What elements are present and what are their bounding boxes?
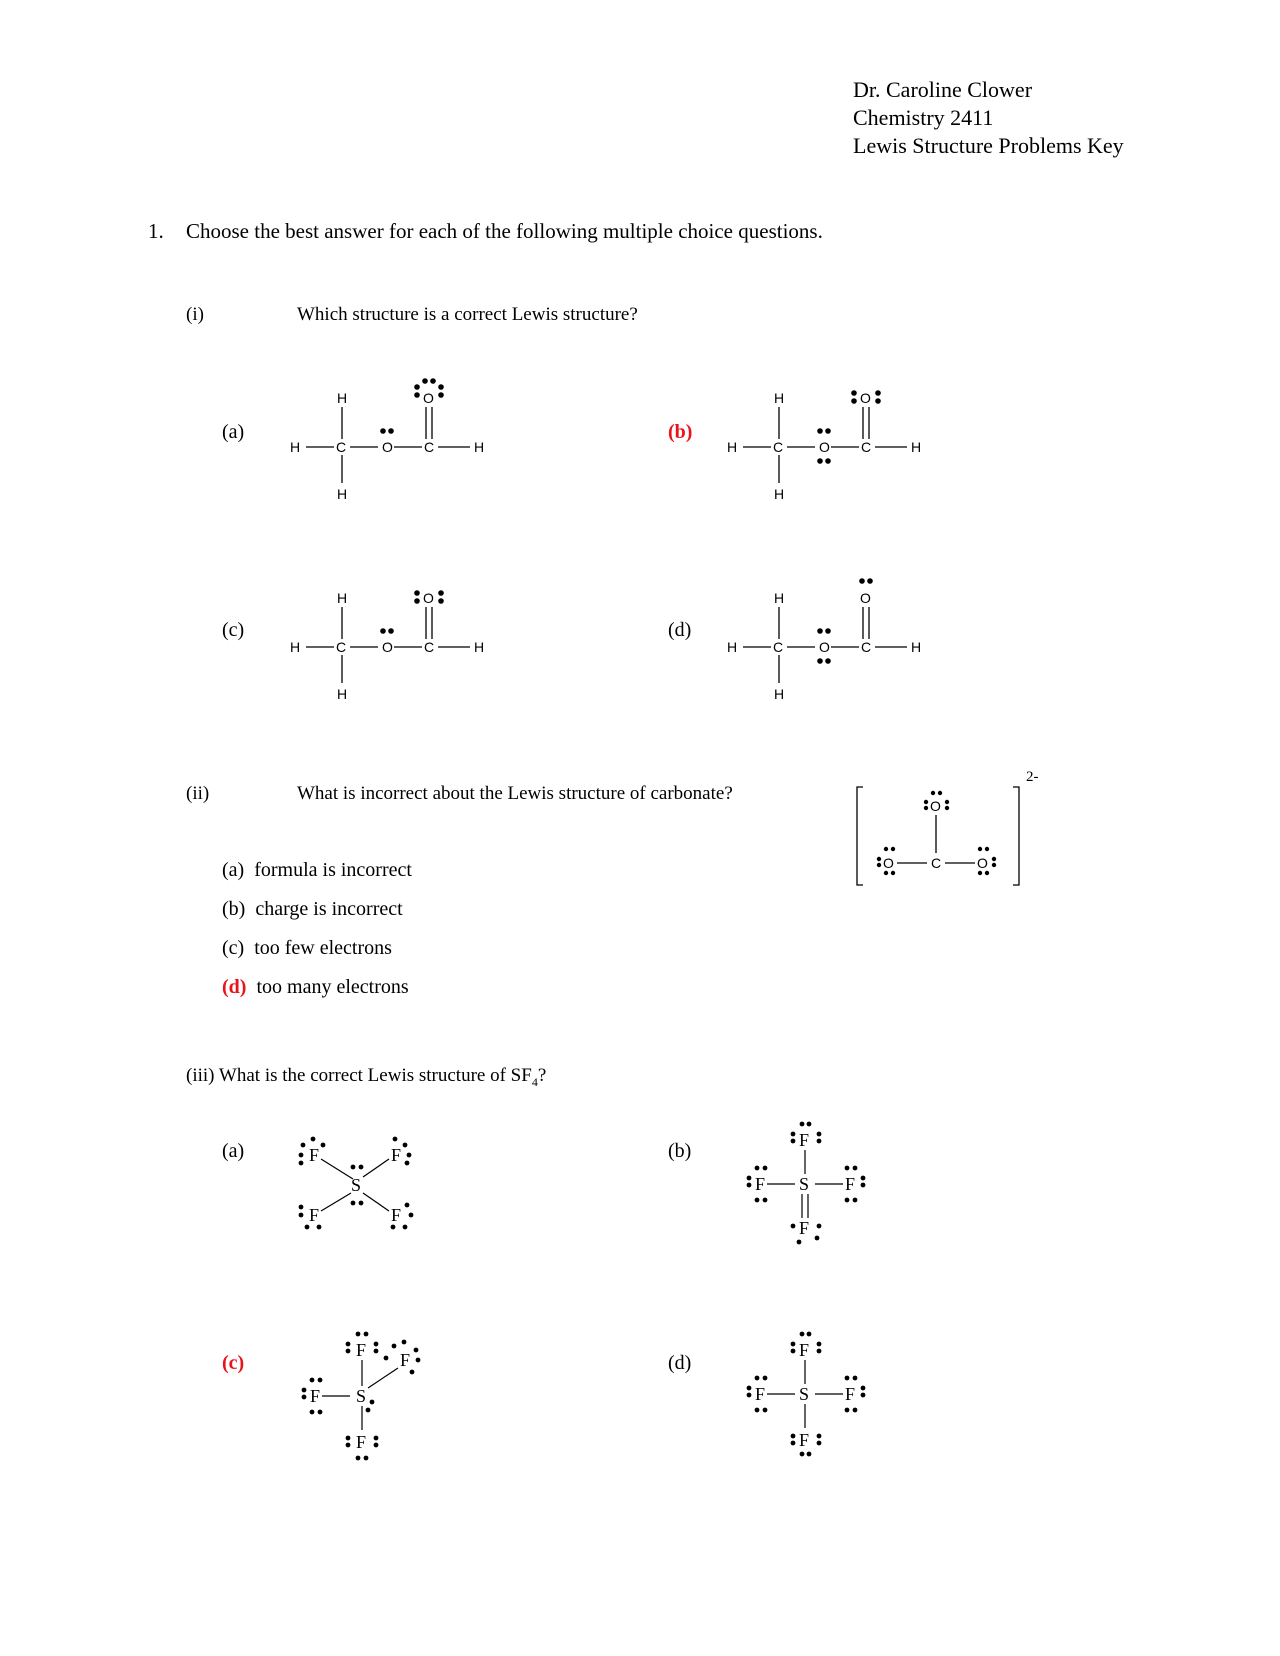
part-i-option-d: (d) <box>668 619 692 641</box>
part-ii-question: What is incorrect about the Lewis structure of carbonate? <box>297 783 733 804</box>
part-iii-question <box>186 1065 546 1090</box>
svg-text:O: O <box>423 390 434 406</box>
svg-text:F: F <box>391 1205 402 1225</box>
svg-text:H: H <box>774 686 785 702</box>
svg-text:S: S <box>356 1386 367 1406</box>
svg-text:F: F <box>799 1218 810 1238</box>
svg-text:O: O <box>819 439 830 455</box>
choice-text: formula is incorrect <box>254 859 412 881</box>
sf4-structure-d <box>745 1330 885 1460</box>
svg-text:C: C <box>773 439 784 455</box>
svg-text:H: H <box>727 439 738 455</box>
svg-text:O: O <box>382 639 393 655</box>
part-i-option-b-correct: (b) <box>668 421 693 443</box>
svg-text:F: F <box>310 1386 321 1406</box>
svg-text:F: F <box>799 1130 810 1150</box>
svg-text:H: H <box>774 486 785 502</box>
structure-i-b <box>727 385 947 505</box>
svg-text:F: F <box>799 1340 810 1360</box>
svg-text:F: F <box>845 1174 856 1194</box>
svg-text:F: F <box>356 1340 367 1360</box>
svg-text:C: C <box>861 439 872 455</box>
svg-text:H: H <box>911 639 922 655</box>
svg-text:O: O <box>423 590 434 606</box>
svg-text:H: H <box>727 639 738 655</box>
svg-text:F: F <box>799 1430 810 1450</box>
part-ii-choice-b <box>222 898 403 921</box>
question-number: 1. <box>148 219 164 243</box>
svg-text:H: H <box>290 639 301 655</box>
svg-text:S: S <box>799 1174 810 1194</box>
svg-text:C: C <box>424 439 435 455</box>
svg-text:H: H <box>337 590 348 606</box>
svg-text:C: C <box>336 439 347 455</box>
svg-text:O: O <box>860 590 871 606</box>
part-i-question: Which structure is a correct Lewis structure? <box>297 304 638 325</box>
svg-text:C: C <box>931 855 942 871</box>
part-iii-label: (iii) <box>186 1065 215 1086</box>
carbonate-structure <box>855 775 1035 895</box>
question-prompt: Choose the best answer for each of the following multiple choice questions. <box>186 219 823 243</box>
svg-text:F: F <box>400 1350 411 1370</box>
choice-letter: (b) <box>222 898 246 920</box>
part-ii-choice-c <box>222 937 392 960</box>
part-ii-choice-d-correct <box>222 976 409 999</box>
svg-text:H: H <box>474 639 485 655</box>
part-iii-question-text: What is the correct Lewis structure of SF <box>218 1065 532 1086</box>
svg-text:O: O <box>977 855 988 871</box>
course-name: Chemistry 2411 <box>853 105 994 130</box>
svg-text:O: O <box>382 439 393 455</box>
svg-text:O: O <box>883 855 894 871</box>
svg-text:O: O <box>930 798 941 814</box>
svg-text:F: F <box>845 1384 856 1404</box>
svg-text:C: C <box>424 639 435 655</box>
part-iii-option-b: (b) <box>668 1140 692 1162</box>
svg-text:F: F <box>309 1145 320 1165</box>
svg-text:F: F <box>309 1205 320 1225</box>
svg-text:H: H <box>290 439 301 455</box>
svg-text:H: H <box>774 390 785 406</box>
header-block <box>853 76 1124 160</box>
svg-text:C: C <box>336 639 347 655</box>
document-title: Lewis Structure Problems Key <box>853 133 1124 158</box>
part-iii-subscript: 4 <box>531 1074 538 1089</box>
part-ii-label: (ii) <box>186 783 210 804</box>
svg-text:H: H <box>337 486 348 502</box>
choice-text: too many electrons <box>256 976 409 998</box>
carbonate-charge: 2- <box>1026 769 1039 785</box>
sf4-structure-b <box>745 1120 885 1250</box>
part-i-option-c: (c) <box>222 619 245 641</box>
svg-text:H: H <box>774 590 785 606</box>
sf4-structure-a <box>295 1135 435 1245</box>
svg-text:H: H <box>337 390 348 406</box>
structure-i-c <box>290 585 510 705</box>
part-iii-option-d: (d) <box>668 1352 692 1374</box>
svg-text:H: H <box>474 439 485 455</box>
author-name: Dr. Caroline Clower <box>853 77 1033 102</box>
sf4-structure-c <box>298 1330 448 1470</box>
svg-text:F: F <box>356 1432 367 1452</box>
structure-i-a <box>290 385 510 505</box>
part-iii-question-end: ? <box>537 1065 547 1086</box>
part-i-label: (i) <box>186 304 204 325</box>
svg-text:O: O <box>860 390 871 406</box>
svg-text:H: H <box>337 686 348 702</box>
part-ii-choice-a <box>222 859 412 882</box>
svg-text:F: F <box>755 1384 766 1404</box>
choice-text: too few electrons <box>254 937 392 959</box>
part-iii-option-a: (a) <box>222 1140 245 1162</box>
part-iii-option-c-correct: (c) <box>222 1352 245 1374</box>
choice-letter: (a) <box>222 859 245 881</box>
svg-text:O: O <box>819 639 830 655</box>
svg-text:C: C <box>861 639 872 655</box>
choice-letter: (d) <box>222 976 247 998</box>
structure-i-d <box>727 585 947 705</box>
choice-letter: (c) <box>222 937 245 959</box>
svg-text:F: F <box>755 1174 766 1194</box>
svg-text:S: S <box>351 1175 362 1195</box>
svg-text:F: F <box>391 1145 402 1165</box>
choice-text: charge is incorrect <box>255 898 403 920</box>
svg-text:S: S <box>799 1384 810 1404</box>
svg-text:C: C <box>773 639 784 655</box>
svg-text:H: H <box>911 439 922 455</box>
part-i-option-a: (a) <box>222 421 245 443</box>
